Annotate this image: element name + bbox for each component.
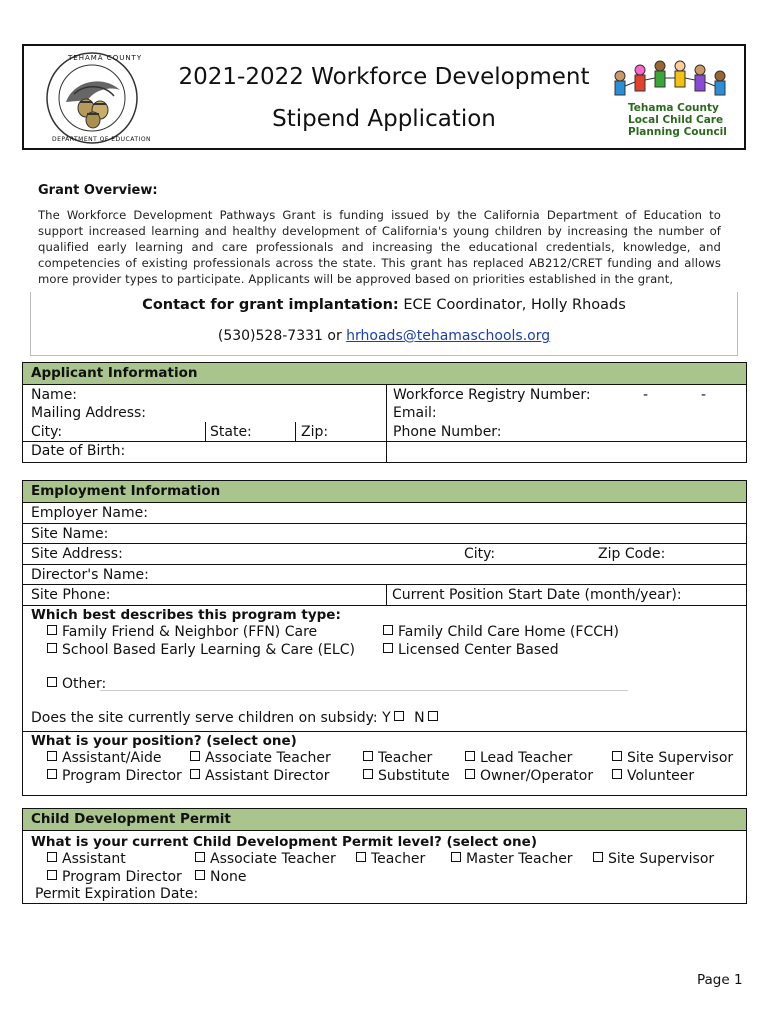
subsidy-yes-label: Y <box>382 710 391 726</box>
contact-phone-email-line <box>31 328 737 344</box>
zip-field[interactable]: Zip: <box>301 424 329 440</box>
permit-assistant[interactable]: Assistant <box>47 851 126 867</box>
checkbox[interactable] <box>47 852 57 862</box>
position-assistant-aide[interactable]: Assistant/Aide <box>47 750 161 766</box>
employer-name-field[interactable]: Employer Name: <box>31 505 148 521</box>
permit-program-director[interactable]: Program Director <box>47 869 182 885</box>
divider <box>23 584 746 585</box>
divider <box>386 441 746 442</box>
planning-council-text: Tehama County Local Child Care Planning Council <box>628 102 727 138</box>
checkbox[interactable] <box>383 625 393 635</box>
divider <box>23 731 746 732</box>
position-program-director[interactable]: Program Director <box>47 768 182 784</box>
permit-master-teacher[interactable]: Master Teacher <box>451 851 573 867</box>
checkbox[interactable] <box>47 870 57 880</box>
checkbox[interactable] <box>363 751 373 761</box>
checkbox[interactable] <box>47 643 57 653</box>
subsidy-yes-checkbox[interactable] <box>394 711 404 721</box>
seal-top-text: TEHAMA COUNTY <box>68 54 143 62</box>
divider <box>23 543 746 544</box>
divider <box>23 523 746 524</box>
permit-level-question: What is your current Child Development Permit level? (select one) <box>31 834 537 850</box>
checkbox[interactable] <box>190 751 200 761</box>
program-option-other[interactable]: Other: <box>47 676 106 692</box>
permit-associate-teacher[interactable]: Associate Teacher <box>195 851 336 867</box>
subsidy-question: Does the site currently serve children on subsidy: <box>31 710 378 726</box>
contact-label: Contact for grant implantation: <box>142 297 399 313</box>
checkbox[interactable] <box>190 769 200 779</box>
contact-box <box>30 292 738 356</box>
checkbox[interactable] <box>612 751 622 761</box>
director-name-field[interactable]: Director's Name: <box>31 567 149 583</box>
checkbox[interactable] <box>465 751 475 761</box>
position-substitute[interactable]: Substitute <box>363 768 450 784</box>
program-type-question: Which best describes this program type: <box>31 607 341 623</box>
email-field[interactable]: Email: <box>393 405 437 421</box>
subsidy-question-line <box>31 710 438 726</box>
contact-line <box>31 297 737 313</box>
position-assistant-director[interactable]: Assistant Director <box>190 768 329 784</box>
divider <box>295 422 296 441</box>
other-program-input-line[interactable] <box>100 690 628 691</box>
checkbox[interactable] <box>195 870 205 880</box>
checkbox[interactable] <box>383 643 393 653</box>
checkbox[interactable] <box>47 677 57 687</box>
divider <box>23 605 746 606</box>
permit-expiration-date-field[interactable]: Permit Expiration Date: <box>35 886 199 902</box>
checkbox[interactable] <box>195 852 205 862</box>
permit-heading: Child Development Permit <box>23 809 746 831</box>
employment-info-heading: Employment Information <box>23 481 746 503</box>
applicant-info-table <box>22 362 747 463</box>
divider <box>23 564 746 565</box>
checkbox[interactable] <box>47 769 57 779</box>
checkbox[interactable] <box>356 852 366 862</box>
position-site-supervisor[interactable]: Site Supervisor <box>612 750 733 766</box>
position-lead-teacher[interactable]: Lead Teacher <box>465 750 572 766</box>
employment-info-table <box>22 480 747 796</box>
checkbox[interactable] <box>465 769 475 779</box>
header-box <box>22 44 746 150</box>
city-field[interactable]: City: <box>31 424 63 440</box>
workforce-registry-field[interactable]: Workforce Registry Number: <box>393 387 591 403</box>
checkbox[interactable] <box>363 769 373 779</box>
state-field[interactable]: State: <box>210 424 252 440</box>
page-number: Page 1 <box>697 972 743 988</box>
contact-name: ECE Coordinator, Holly Rhoads <box>403 297 626 313</box>
program-option-licensed-center[interactable]: Licensed Center Based <box>383 642 559 658</box>
child-development-permit-table <box>22 808 747 904</box>
permit-teacher[interactable]: Teacher <box>356 851 425 867</box>
site-phone-field[interactable]: Site Phone: <box>31 587 111 603</box>
applicant-info-heading: Applicant Information <box>23 363 746 385</box>
grant-overview-text: The Workforce Development Pathways Grant is funding issued by the California Department of Education to support increased learning and healthy development of California's young children by increasing the number of qualified early learning and care professionals and increasing the educational credentials, knowledge, and competencies of existing professionals across the state. This grant has replaced AB212/CRET funding and allows more provider types to participate. Applicants will be approved based on priorities established in the grant, <box>38 208 721 286</box>
subsidy-no-checkbox[interactable] <box>428 711 438 721</box>
phone-number-field[interactable]: Phone Number: <box>393 424 502 440</box>
position-question: What is your position? (select one) <box>31 733 297 749</box>
position-owner-operator[interactable]: Owner/Operator <box>465 768 593 784</box>
checkbox[interactable] <box>593 852 603 862</box>
site-name-field[interactable]: Site Name: <box>31 526 109 542</box>
position-associate-teacher[interactable]: Associate Teacher <box>190 750 331 766</box>
site-city-field[interactable]: City: <box>464 546 496 562</box>
page-title-line2: Stipend Application <box>272 106 496 132</box>
divider <box>23 441 386 442</box>
site-zip-field[interactable]: Zip Code: <box>598 546 666 562</box>
permit-site-supervisor[interactable]: Site Supervisor <box>593 851 714 867</box>
mailing-address-field[interactable]: Mailing Address: <box>31 405 147 421</box>
checkbox[interactable] <box>612 769 622 779</box>
date-of-birth-field[interactable]: Date of Birth: <box>31 443 126 459</box>
program-option-ffn[interactable]: Family Friend & Neighbor (FFN) Care <box>47 624 317 640</box>
name-field[interactable]: Name: <box>31 387 78 403</box>
checkbox[interactable] <box>47 751 57 761</box>
position-teacher[interactable]: Teacher <box>363 750 432 766</box>
page-title-line1: 2021-2022 Workforce Development <box>178 64 590 90</box>
permit-none[interactable]: None <box>195 869 247 885</box>
grant-overview-heading: Grant Overview: <box>38 183 158 198</box>
program-option-fcch[interactable]: Family Child Care Home (FCCH) <box>383 624 619 640</box>
divider <box>386 584 387 605</box>
site-address-field[interactable]: Site Address: <box>31 546 123 562</box>
registry-dash: - <box>643 387 649 403</box>
divider <box>386 385 387 462</box>
contact-email-link[interactable]: hrhoads@tehamaschools.org <box>346 328 551 344</box>
seal-bottom-text: DEPARTMENT OF EDUCATION <box>52 136 152 143</box>
checkbox[interactable] <box>47 625 57 635</box>
subsidy-no-label: N <box>414 710 425 726</box>
program-option-elc[interactable]: School Based Early Learning & Care (ELC) <box>47 642 355 658</box>
checkbox[interactable] <box>451 852 461 862</box>
divider <box>205 422 206 441</box>
position-volunteer[interactable]: Volunteer <box>612 768 694 784</box>
contact-phone: (530)528-7331 or <box>217 328 342 344</box>
registry-dash: - <box>701 387 707 403</box>
position-start-date-field[interactable]: Current Position Start Date (month/year): <box>392 587 682 603</box>
